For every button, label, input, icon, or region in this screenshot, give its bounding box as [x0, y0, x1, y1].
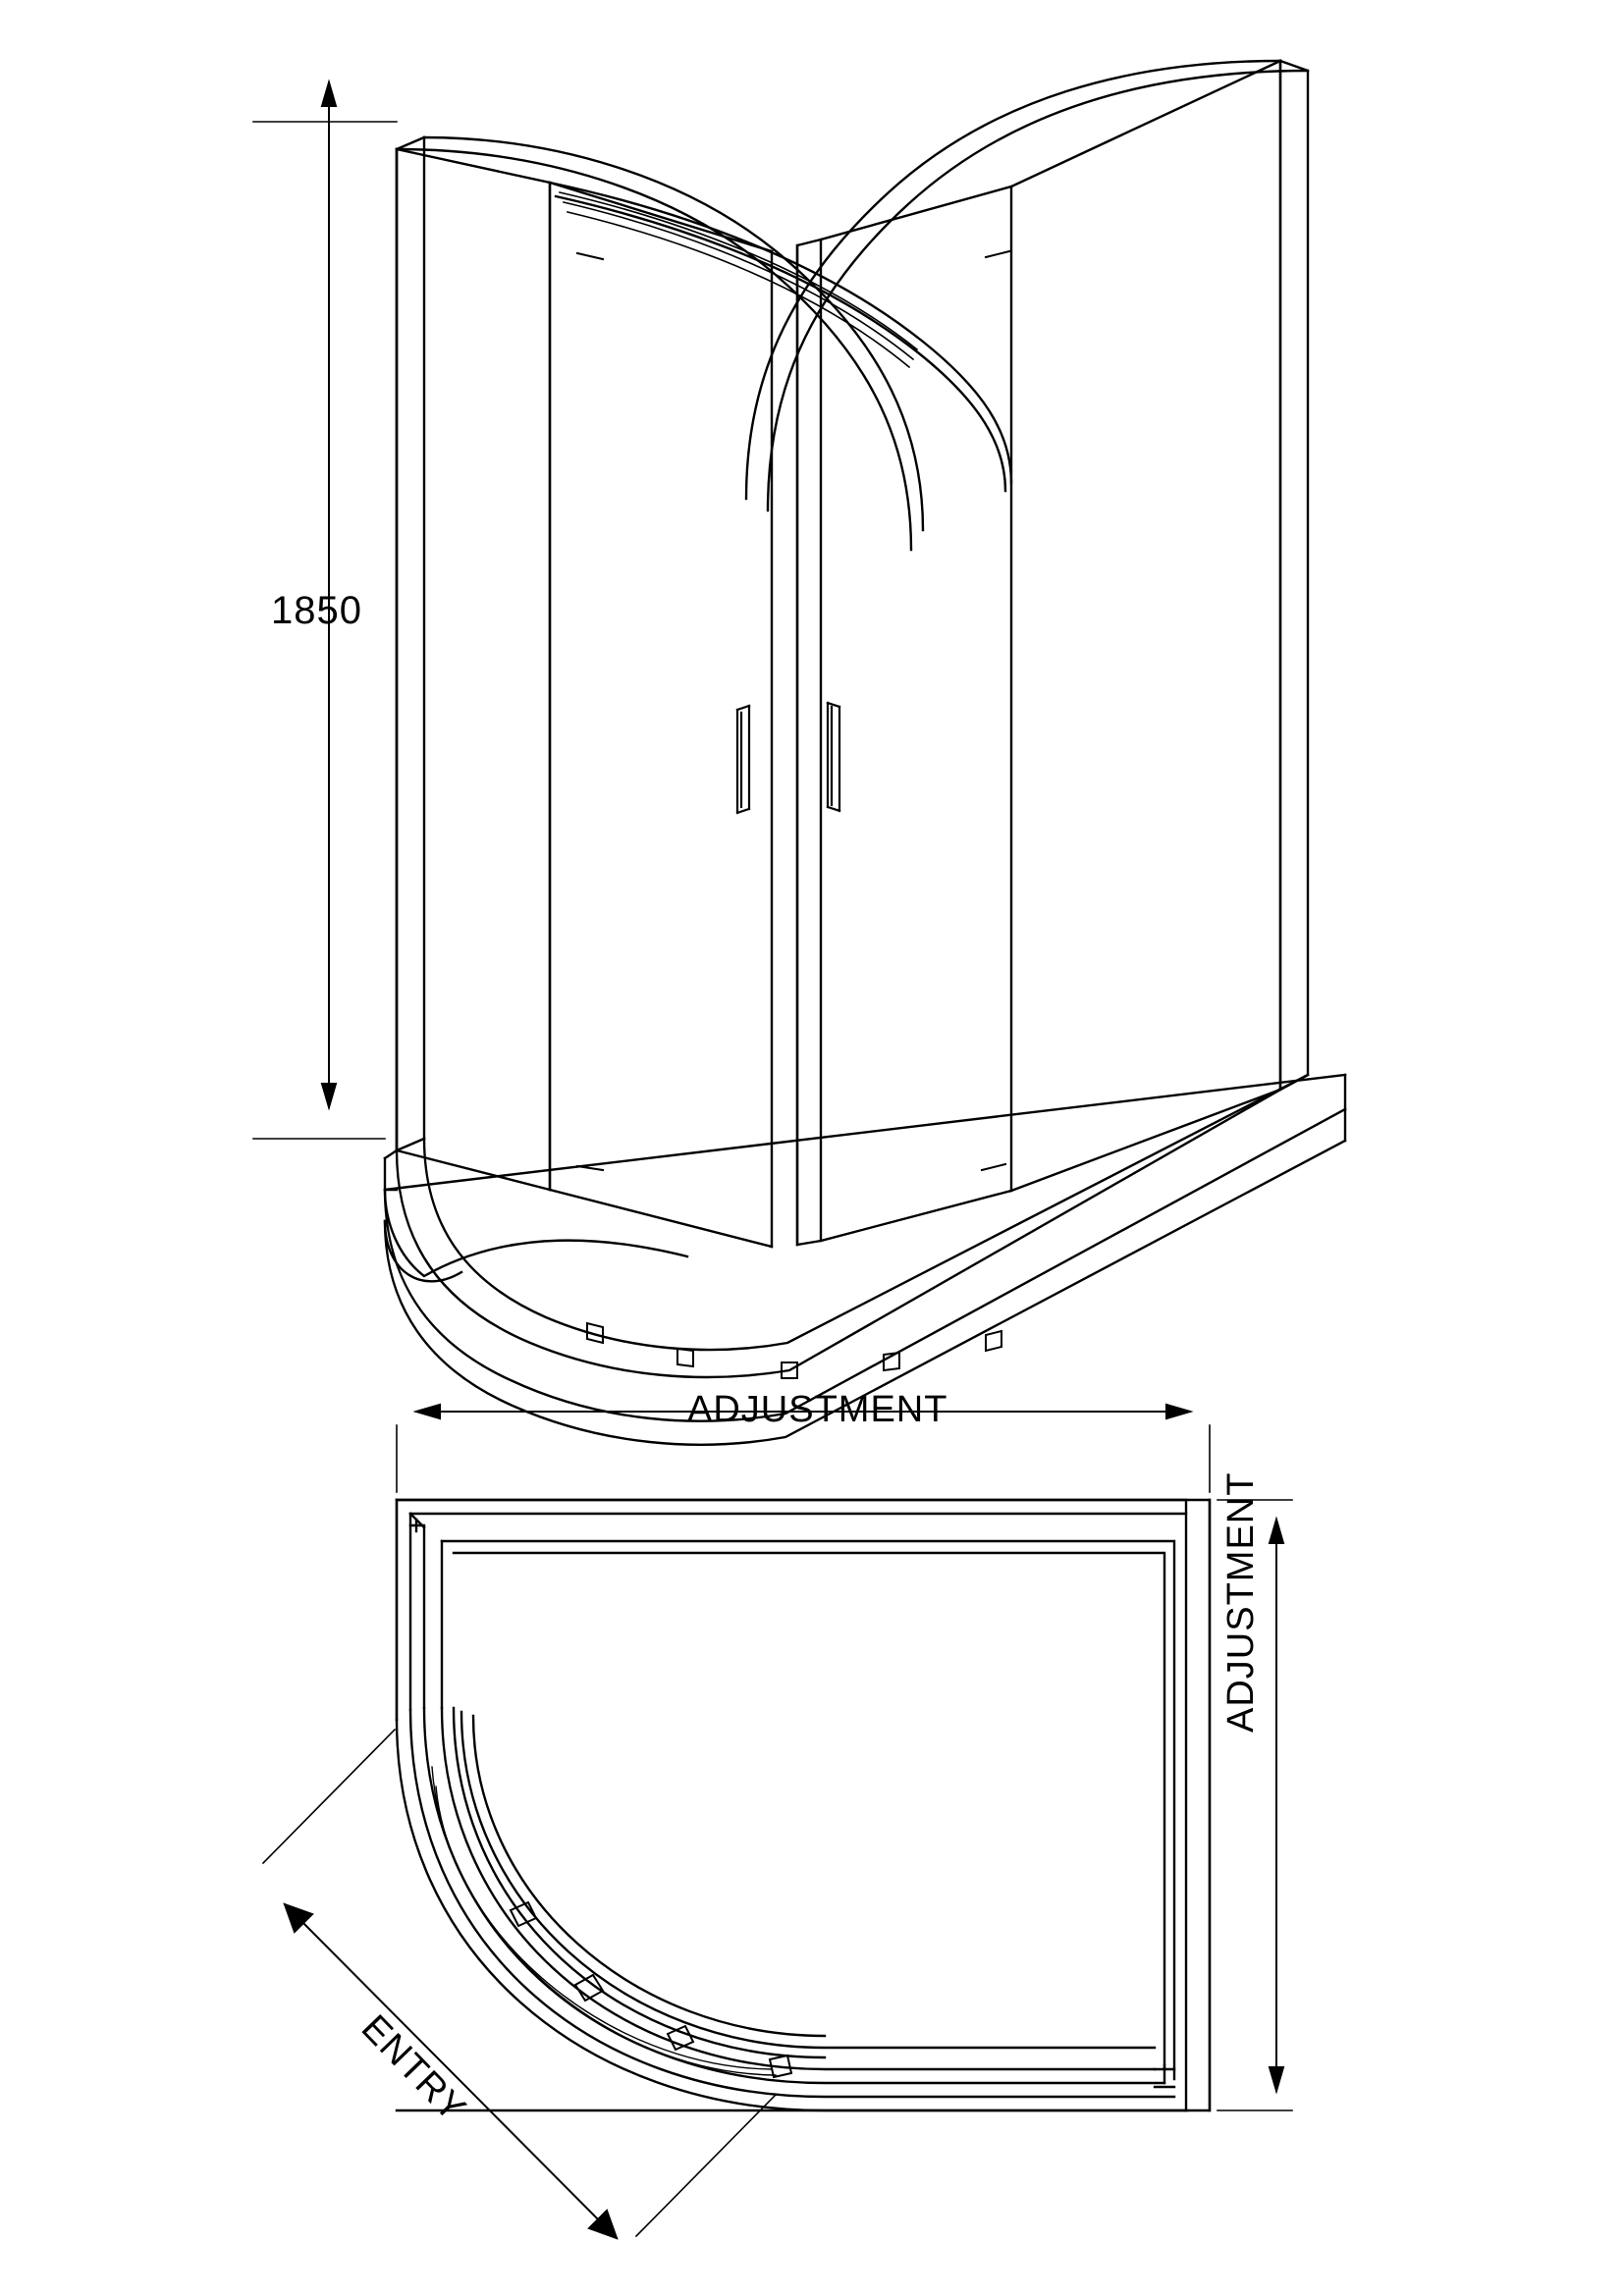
- elevation-view: [385, 61, 1345, 1445]
- dimension-label-entry: ENTRY: [352, 2007, 474, 2130]
- dimension-label-adjustment-top: ADJUSTMENT: [687, 1389, 948, 1430]
- plan-view: [397, 1500, 1210, 2110]
- door-handle-left: [737, 706, 749, 813]
- door-handle-right: [828, 703, 839, 811]
- dimension-label-height: 1850: [271, 589, 362, 632]
- dimension-label-adjustment-right: ADJUSTMENT: [1220, 1471, 1262, 1733]
- dimension-entry: [263, 1730, 776, 2238]
